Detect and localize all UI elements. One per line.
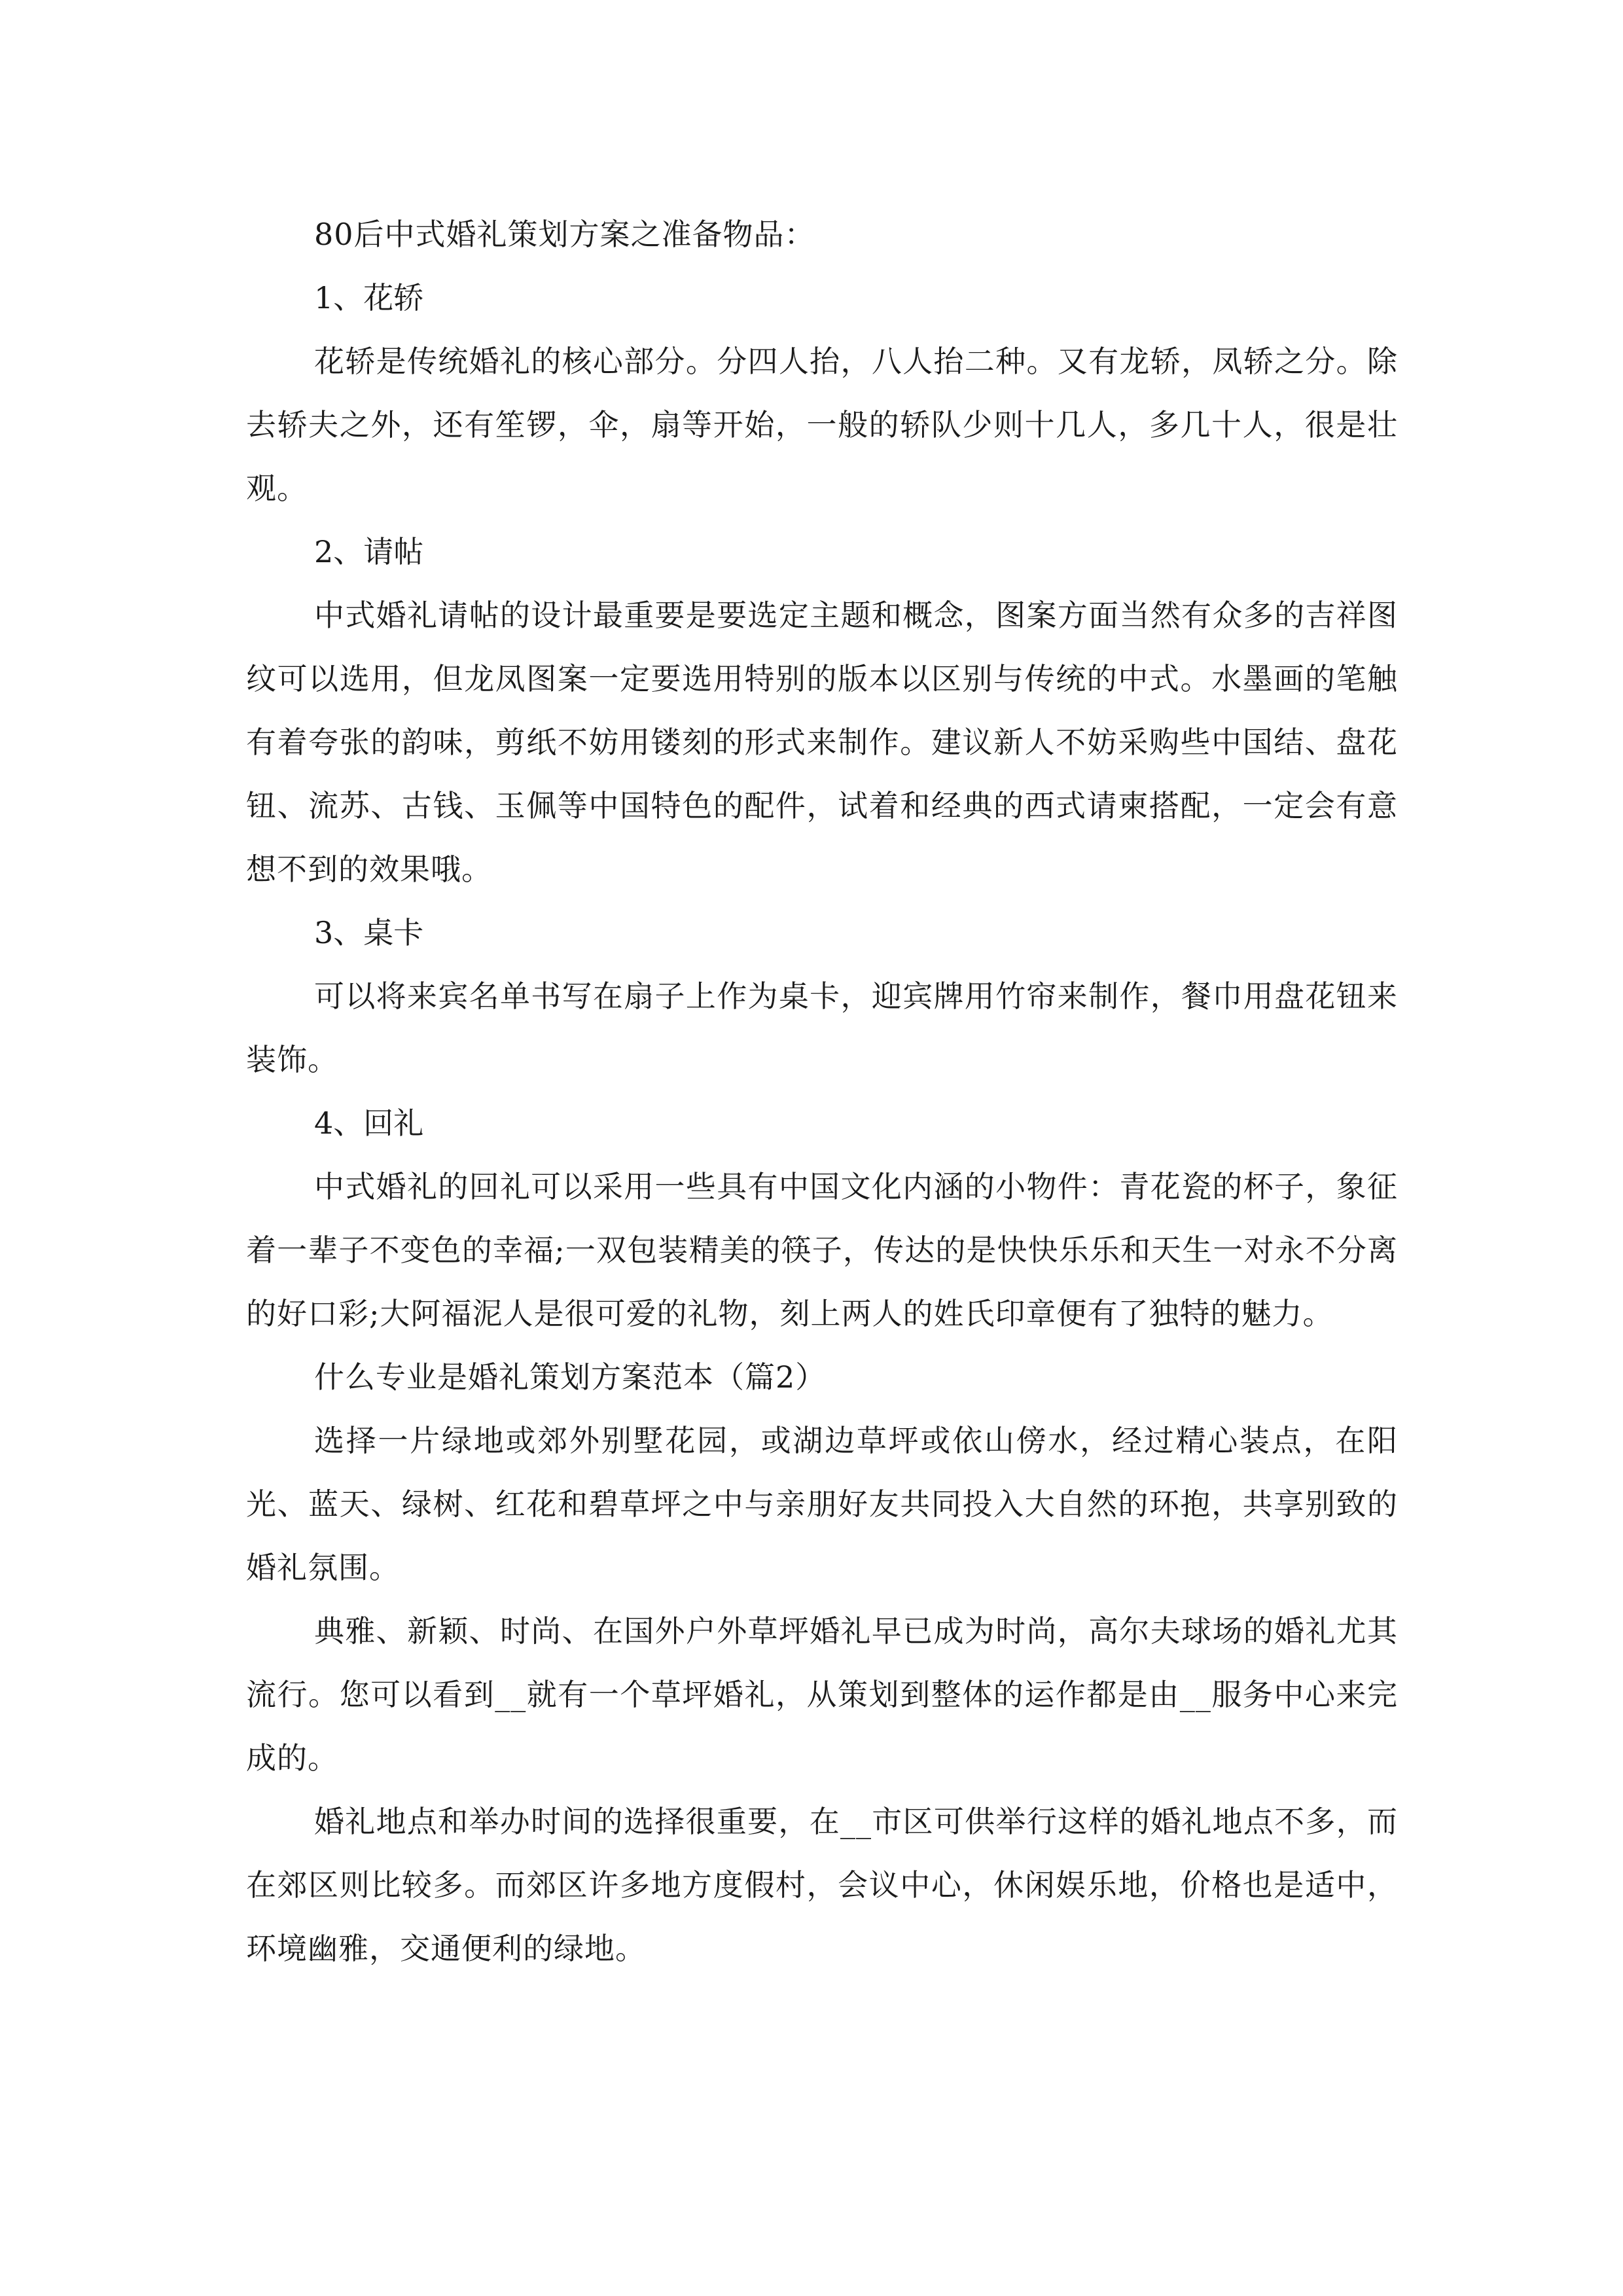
item-heading-qingtie: 2、请帖: [314, 534, 424, 569]
item-heading-zhuoka: 3、桌卡: [314, 915, 424, 950]
item-heading-huajiao: 1、花轿: [314, 280, 424, 315]
paragraph-qingtie: 中式婚礼请帖的设计最重要是要选定主题和概念，图案方面当然有众多的吉祥图纹可以选用，但龙凤图案一定要选用特别的版本以区别与传统的中式。水墨画的笔触有着夸张的韵味，剪纸不妨用镂刻的形式来制作。建议新人不妨采购些中国结、盘花钮、流苏、古钱、玉佩等中国特色的配件，试着和经典的西式请柬搭配，一定会有意想不到的效果哦。: [246, 598, 1398, 887]
paragraph-location-time: 婚礼地点和举办时间的选择很重要，在__市区可供举行这样的婚礼地点不多，而在郊区则比较多。而郊区许多地方度假村，会议中心，休闲娱乐地，价格也是适中，环境幽雅，交通便利的绿地。: [246, 1804, 1398, 1966]
paragraph-huajiao: 花轿是传统婚礼的核心部分。分四人抬，八人抬二种。又有龙轿，凤轿之分。除去轿夫之外，还有笙锣，伞，扇等开始，一般的轿队少则十几人，多几十人，很是壮观。: [246, 344, 1398, 506]
item-heading-huili: 4、回礼: [314, 1105, 424, 1141]
paragraph-outdoor-venue: 选择一片绿地或郊外别墅花园，或湖边草坪或依山傍水，经过精心装点，在阳光、蓝天、绿树、红花和碧草坪之中与亲朋好友共同投入大自然的环抱，共享别致的婚礼氛围。: [246, 1423, 1398, 1585]
paragraph-zhuoka: 可以将来宾名单书写在扇子上作为桌卡，迎宾牌用竹帘来制作，餐巾用盘花钮来装饰。: [246, 978, 1398, 1077]
chapter-title-part2: 什么专业是婚礼策划方案范本（篇2）: [314, 1359, 827, 1395]
paragraph-lawn-wedding: 典雅、新颖、时尚、在国外户外草坪婚礼早已成为时尚，高尔夫球场的婚礼尤其流行。您可以看到__就有一个草坪婚礼，从策划到整体的运作都是由__服务中心来完成的。: [246, 1613, 1398, 1776]
paragraph-huili: 中式婚礼的回礼可以采用一些具有中国文化内涵的小物件：青花瓷的杯子，象征着一辈子不变色的幸福;一双包装精美的筷子，传达的是快快乐乐和天生一对永不分离的好口彩;大阿福泥人是很可爱的礼物，刻上两人的姓氏印章便有了独特的魅力。: [246, 1169, 1398, 1331]
section-title: 80后中式婚礼策划方案之准备物品：: [314, 217, 815, 252]
document-body: [246, 203, 1398, 1981]
